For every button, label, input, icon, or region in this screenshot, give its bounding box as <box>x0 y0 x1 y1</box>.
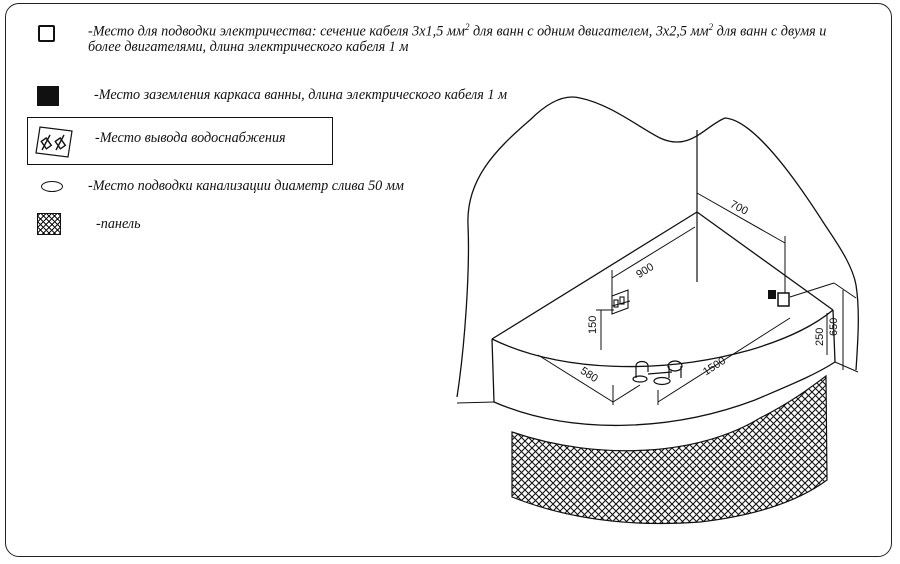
dim-250-label: 250 <box>814 327 826 346</box>
legend-electric-part3: для ванн с двумя и <box>713 23 827 40</box>
wall-outline <box>457 97 858 397</box>
dim-700-label: 700 <box>727 198 750 218</box>
dim-1500-label: 1500 <box>700 354 729 379</box>
legend-electric-sup2: 2 <box>708 22 714 32</box>
legend-panel: -панель <box>96 216 141 232</box>
dim-250-650 <box>790 283 858 372</box>
floor-line <box>457 402 494 403</box>
dim-650-label: 650 <box>828 317 840 336</box>
legend-electric-line2: более двигателями, длина электрического кабеля 1 м <box>88 39 409 55</box>
front-panel <box>512 376 827 524</box>
legend-water: -Место вывода водоснабжения <box>95 130 286 146</box>
tub-apron-left <box>492 339 494 402</box>
tub-back-rim-right <box>697 212 833 310</box>
dim-900 <box>612 227 695 298</box>
legend-electric-sup1: 2 <box>464 22 470 32</box>
dim-580-label: 580 <box>577 365 600 386</box>
dim-150-label: 150 <box>587 315 599 334</box>
electric-ground-fixture <box>768 290 789 306</box>
water-outlet-fixture <box>612 290 630 314</box>
legend-drain: -Место подводки канализации диаметр слива 50 мм <box>88 178 404 194</box>
legend-electric-part2: для ванн с одним двигателем, 3х2,5 мм <box>469 23 709 40</box>
dim-900-label: 900 <box>634 260 657 281</box>
legend-ground: -Место заземления каркаса ванны, длина электрического кабеля 1 м <box>94 87 508 103</box>
legend-electric-part1: -Место для подводки электричества: сечение кабеля 3х1,5 мм <box>88 23 465 40</box>
